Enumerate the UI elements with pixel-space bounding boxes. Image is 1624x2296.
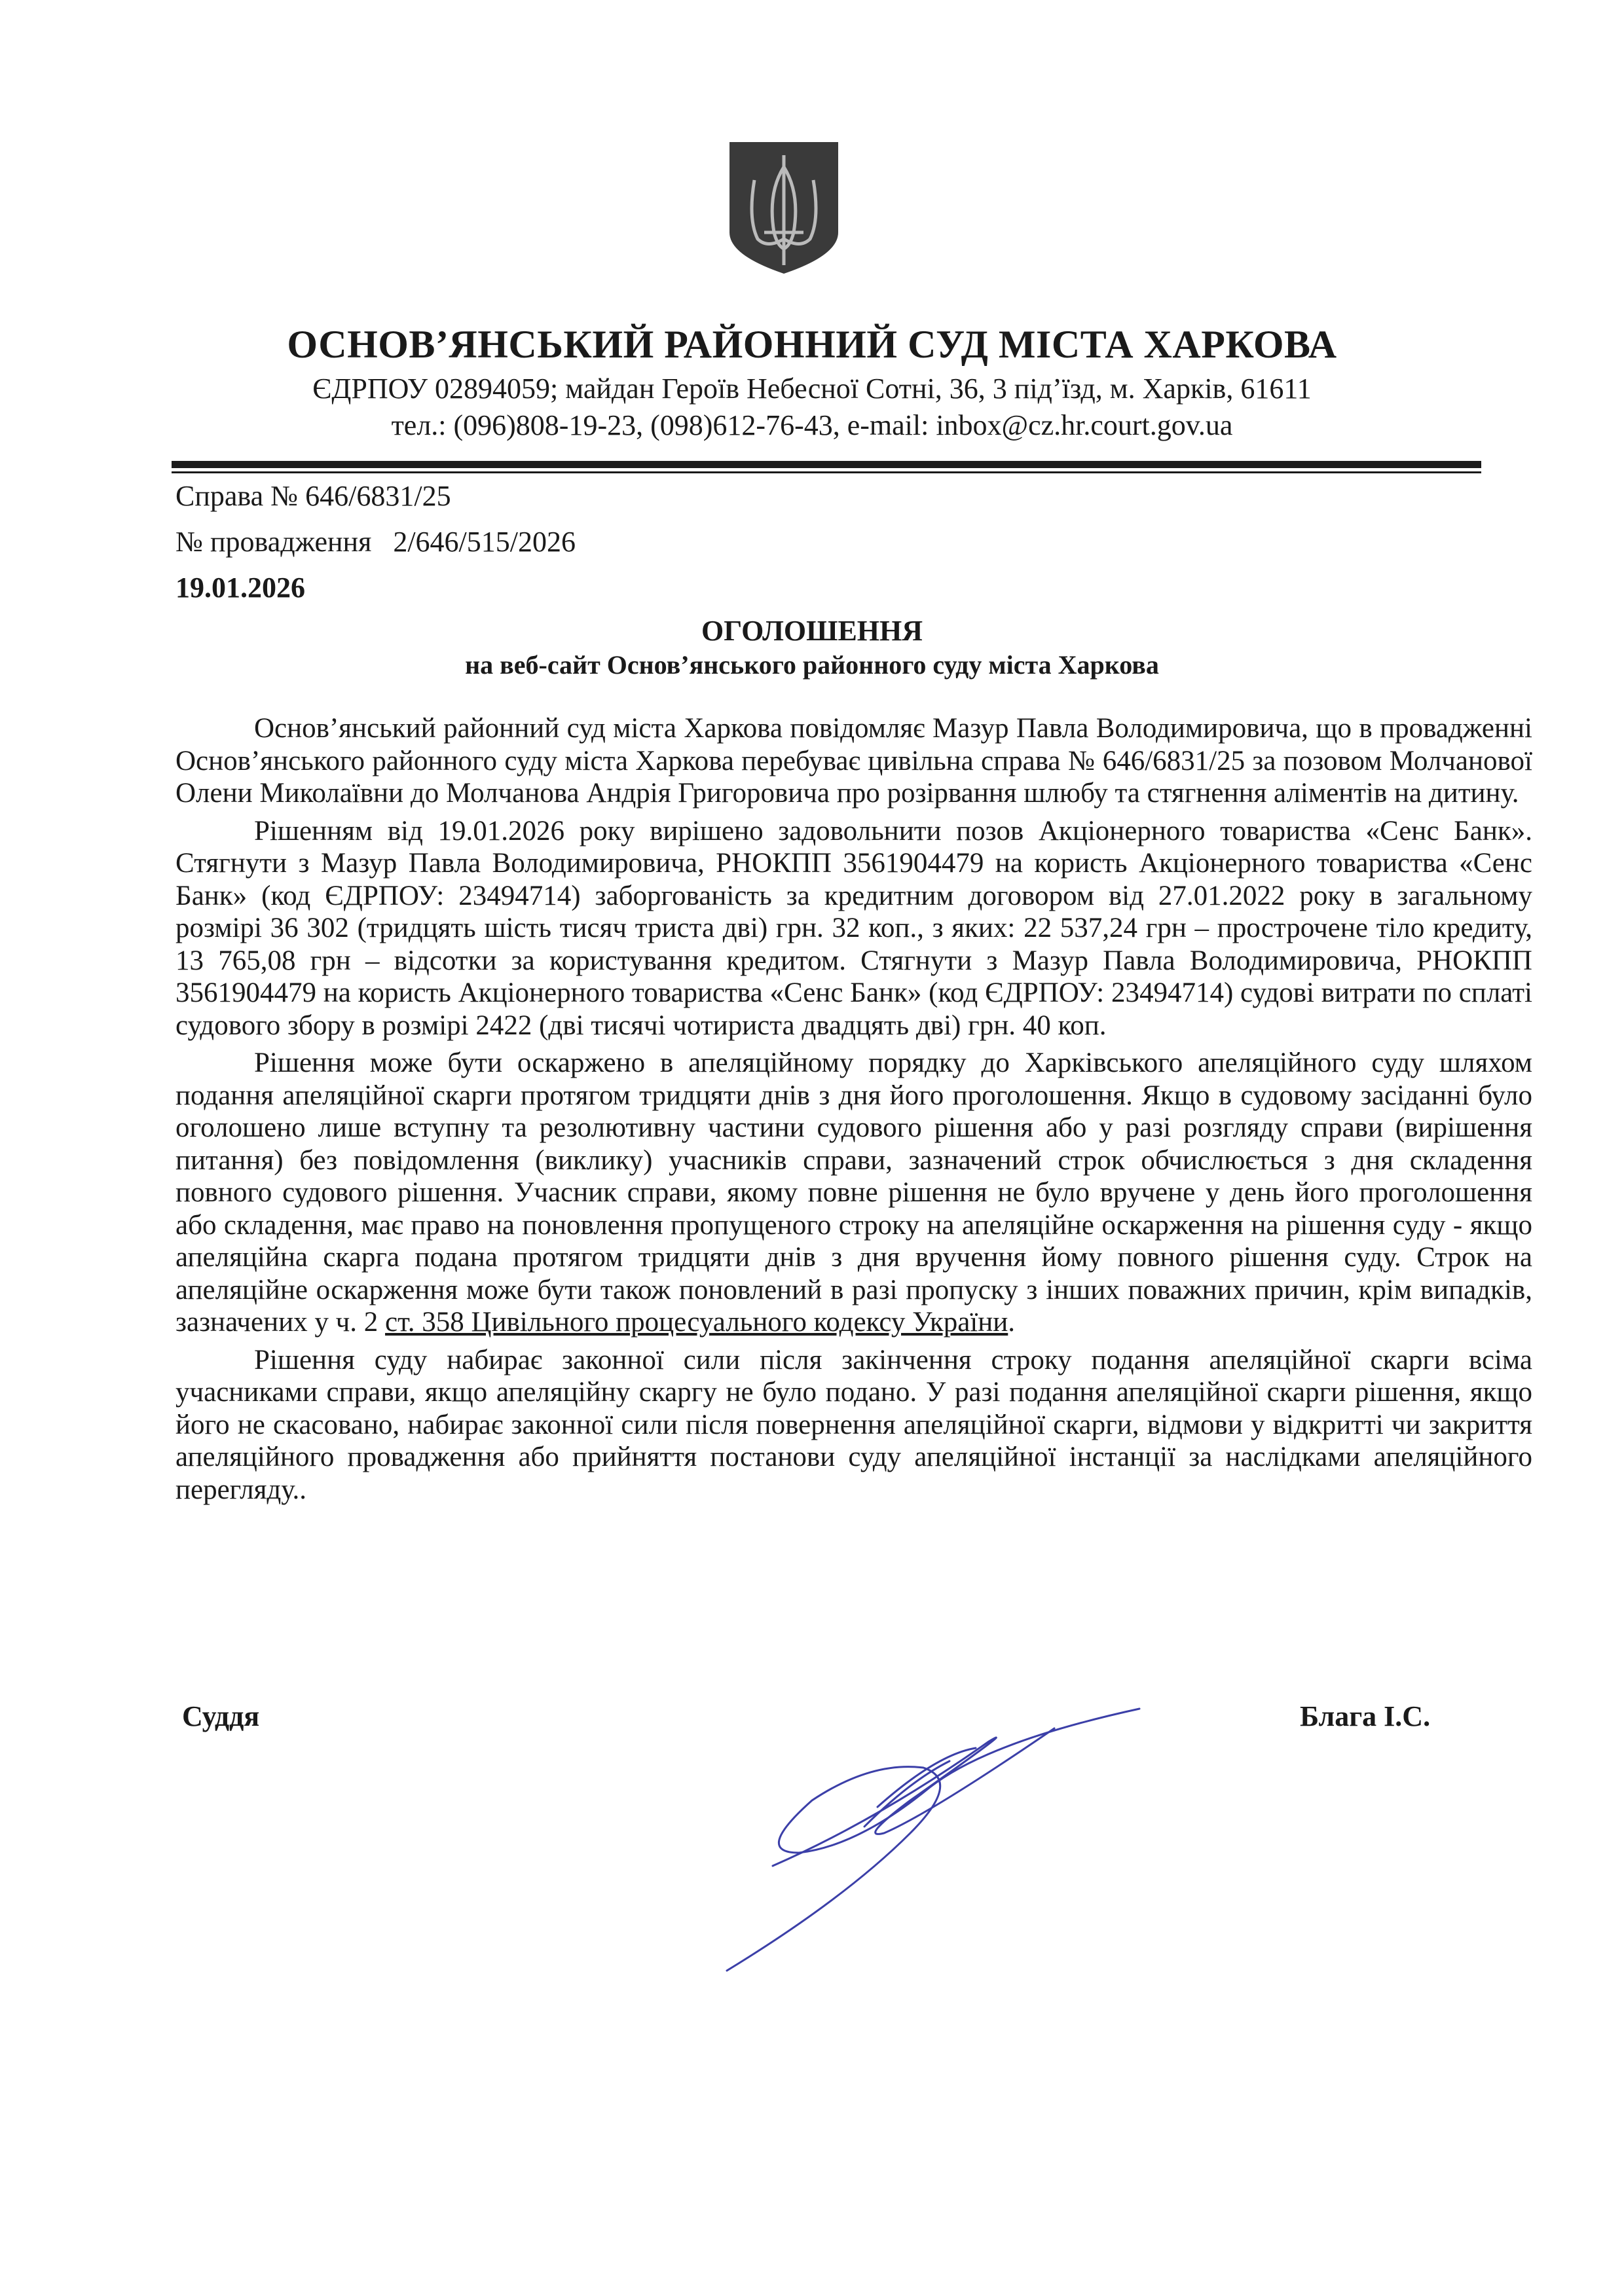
paragraph-appeal: [175, 1047, 1532, 1339]
announcement-subtitle: на веб-сайт Основ’янського районного суду міста Харкова: [465, 650, 1159, 680]
judge-name: Блага І.С.: [1300, 1700, 1431, 1732]
announcement-body: [175, 712, 1532, 1511]
header-divider-thick: [172, 461, 1481, 468]
handwritten-signature: [714, 1702, 1146, 1977]
judge-label: Суддя: [182, 1700, 260, 1732]
coat-of-arms-icon: [728, 141, 840, 275]
appeal-text-end: .: [1008, 1307, 1016, 1338]
appeal-text: Рішення може бути оскаржено в апеляційному порядку до Харківського апеляційного суду шляхом подання апеляційної скарги протягом тридцяти днів з дня його проголошення. Якщо в судовому засіданні було оголошено лише вступну та резолютивну частини судового рішення або у разі розгляду справи (вирішення питання) без повідомлення (виклику) учасників справи, зазначений строк обчислюється з дня складення повного судового рішення. Учасник справи, якому повне рішення не було вручене у день його проголошення або складення, має право на поновлення пропущеного строку на апеляційне оскарження на рішення суду - якщо апеляційна скарга подана протягом тридцяти днів з дня вручення йому повного рішення суду. Строк на апеляційне оскарження може бути також поновлений в разі пропуску з інших поважних причин, крім випадків, зазначених у ч. 2: [175, 1048, 1532, 1338]
paragraph-notice: Основ’янський районний суд міста Харкова повідомляє Мазур Павла Володимировича, що в провадженні Основ’янського районного суду міста Харкова перебуває цивільна справа № 646/6831/25 за позовом Молчанової Олени Миколаївни до Молчанова Андрія Григоровича про розірвання шлюбу та стягнення аліментів на дитину.: [175, 713, 1532, 809]
court-contacts: тел.: (096)808-19-23, (098)612-76-43, e-mail: inbox@cz.hr.court.gov.ua: [391, 409, 1233, 441]
case-number: Справа № 646/6831/25: [175, 480, 451, 512]
court-name: ОСНОВ’ЯНСЬКИЙ РАЙОННИЙ СУД МІСТА ХАРКОВА: [287, 323, 1337, 366]
announcement-title: ОГОЛОШЕННЯ: [701, 615, 923, 647]
civil-procedure-code-link[interactable]: ст. 358 Цивільного процесуального кодексу України: [385, 1307, 1008, 1338]
document-date: 19.01.2026: [175, 572, 305, 604]
header-divider-thin: [172, 471, 1481, 473]
court-address: ЄДРПОУ 02894059; майдан Героїв Небесної Сотні, 36, 3 під’їзд, м. Харків, 61611: [312, 373, 1312, 405]
paragraph-effect: Рішення суду набирає законної сили після закінчення строку подання апеляційної скарги всіма учасниками справи, якщо апеляційну скаргу не було подано. У разі подання апеляційної скарги рішення, якщо його не скасовано, набирає законної сили після повернення апеляційної скарги, відмови у відкритті чи закриття апеляційного провадження або прийняття постанови суду апеляційної інстанції за наслідками апеляційного перегляду..: [175, 1344, 1532, 1505]
paragraph-decision: Рішенням від 19.01.2026 року вирішено задовольнити позов Акціонерного товариства «Сенс Банк». Стягнути з Мазур Павла Володимировича, РНОКПП 3561904479 на користь Акціонерного товариства «Сенс Банк» (код ЄДРПОУ: 23494714) заборгованість за кредитним договором від 27.01.2022 року в загальному розмірі 36 302 (тридцять шість тисяч триста дві) грн. 32 коп., з яких: 22 537,24 грн – прострочене тіло кредиту, 13 765,08 грн – відсотки за користування кредитом. Стягнути з Мазур Павла Володимировича, РНОКПП 3561904479 на користь Акціонерного товариства «Сенс Банк» (код ЄДРПОУ: 23494714) судові витрати по сплаті судового збору в розмірі 2422 (дві тисячі чотириста двадцять дві) грн. 40 коп.: [175, 815, 1532, 1041]
proceeding-number: № провадження 2/646/515/2026: [175, 526, 576, 558]
